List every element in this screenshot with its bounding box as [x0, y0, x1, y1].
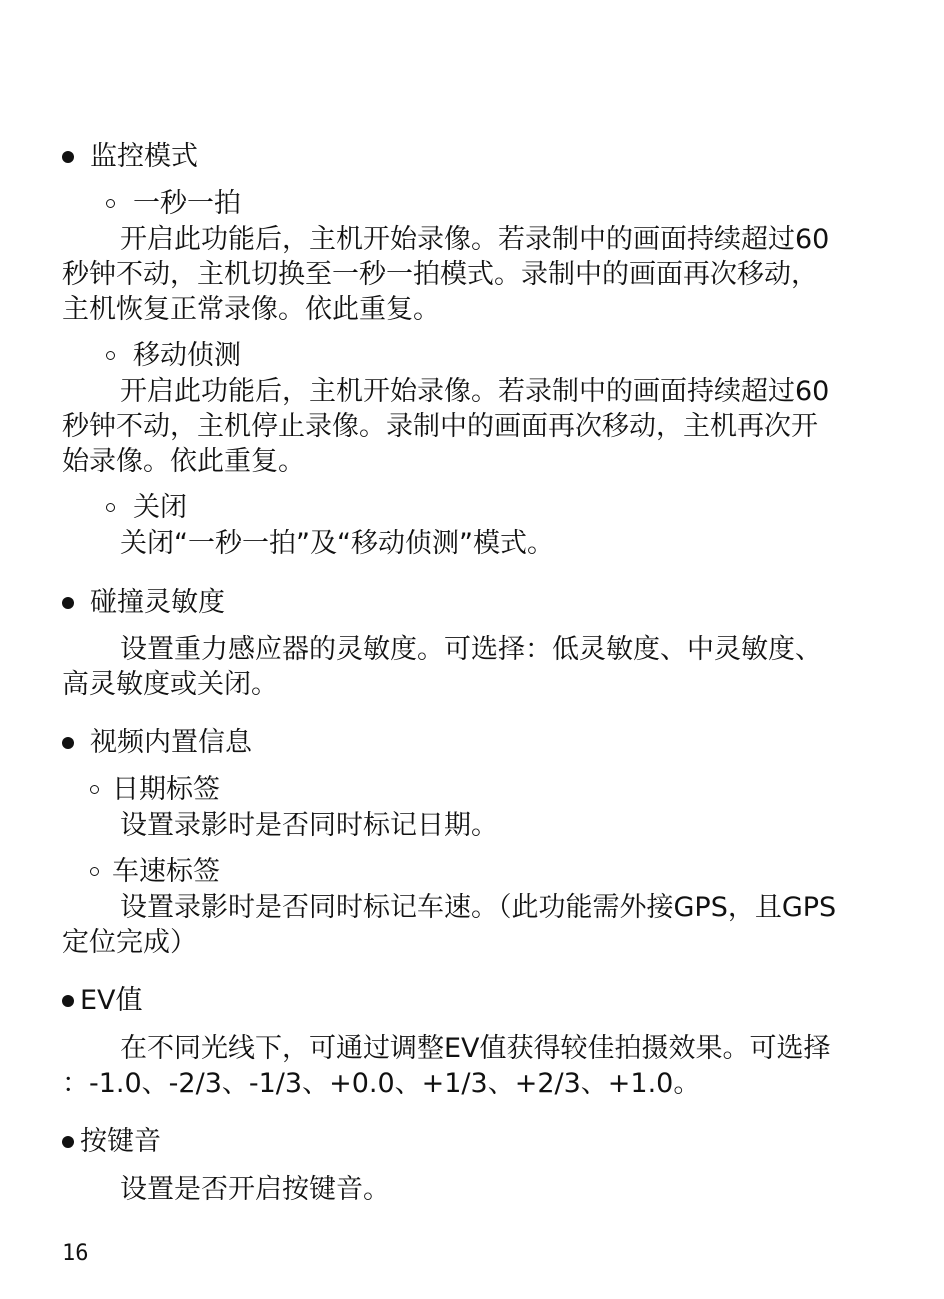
- one-sec-desc-line-3: 主机恢复正常录像。依此重复。: [62, 294, 440, 325]
- subsection-title-speed: 车速标签: [112, 856, 220, 887]
- speed-desc-line-1: 设置录影时是否同时标记车速。（此功能需外接GPS，且GPS: [120, 892, 837, 923]
- one-sec-desc-line-2: 秒钟不动，主机切换至一秒一拍模式。录制中的画面再次移动，: [62, 259, 818, 290]
- motion-desc-line-3: 始录像。依此重复。: [62, 446, 305, 477]
- speed-desc-line-2: 定位完成）: [62, 927, 197, 958]
- section-title-collision: 碰撞灵敏度: [90, 587, 225, 618]
- subsection-title-one-sec: 一秒一拍: [133, 188, 241, 219]
- bullet-ring-icon: [90, 785, 99, 794]
- section-title-keytone: 按键音: [80, 1126, 161, 1157]
- subsection-title-motion: 移动侦测: [133, 340, 241, 371]
- ev-desc-line-2: ：-1.0、-2/3、-1/3、+0.0、+1/3、+2/3、+1.0。: [62, 1068, 701, 1099]
- section-title-ev: EV值: [80, 985, 143, 1016]
- one-sec-desc-line-1: 开启此功能后，主机开始录像。若录制中的画面持续超过60: [120, 224, 830, 255]
- bullet-ring-icon: [90, 867, 99, 876]
- subsection-title-date: 日期标签: [112, 774, 220, 805]
- bullet-dot-icon: [62, 737, 74, 749]
- motion-desc-line-2: 秒钟不动，主机停止录像。录制中的画面再次移动，主机再次开: [62, 411, 818, 442]
- off-desc-line-1: 关闭“一秒一拍”及“移动侦测”模式。: [120, 528, 554, 559]
- bullet-dot-icon: [62, 151, 74, 163]
- bullet-dot-icon: [62, 597, 74, 609]
- bullet-ring-icon: [106, 199, 115, 208]
- page-number: 16: [62, 1241, 89, 1266]
- date-desc-line-1: 设置录影时是否同时标记日期。: [120, 810, 498, 841]
- ev-desc-line-1: 在不同光线下，可通过调整EV值获得较佳拍摄效果。可选择: [120, 1033, 831, 1064]
- bullet-dot-icon: [62, 995, 74, 1007]
- collision-desc-line-1: 设置重力感应器的灵敏度。可选择：低灵敏度、中灵敏度、: [120, 634, 822, 665]
- section-title-monitor-mode: 监控模式: [90, 141, 198, 172]
- collision-desc-line-2: 高灵敏度或关闭。: [62, 669, 278, 700]
- section-title-overlay: 视频内置信息: [90, 727, 252, 758]
- bullet-ring-icon: [106, 503, 115, 512]
- motion-desc-line-1: 开启此功能后，主机开始录像。若录制中的画面持续超过60: [120, 376, 830, 407]
- keytone-desc-line-1: 设置是否开启按键音。: [120, 1174, 390, 1205]
- subsection-title-off: 关闭: [133, 492, 187, 523]
- bullet-ring-icon: [106, 351, 115, 360]
- bullet-dot-icon: [62, 1136, 74, 1148]
